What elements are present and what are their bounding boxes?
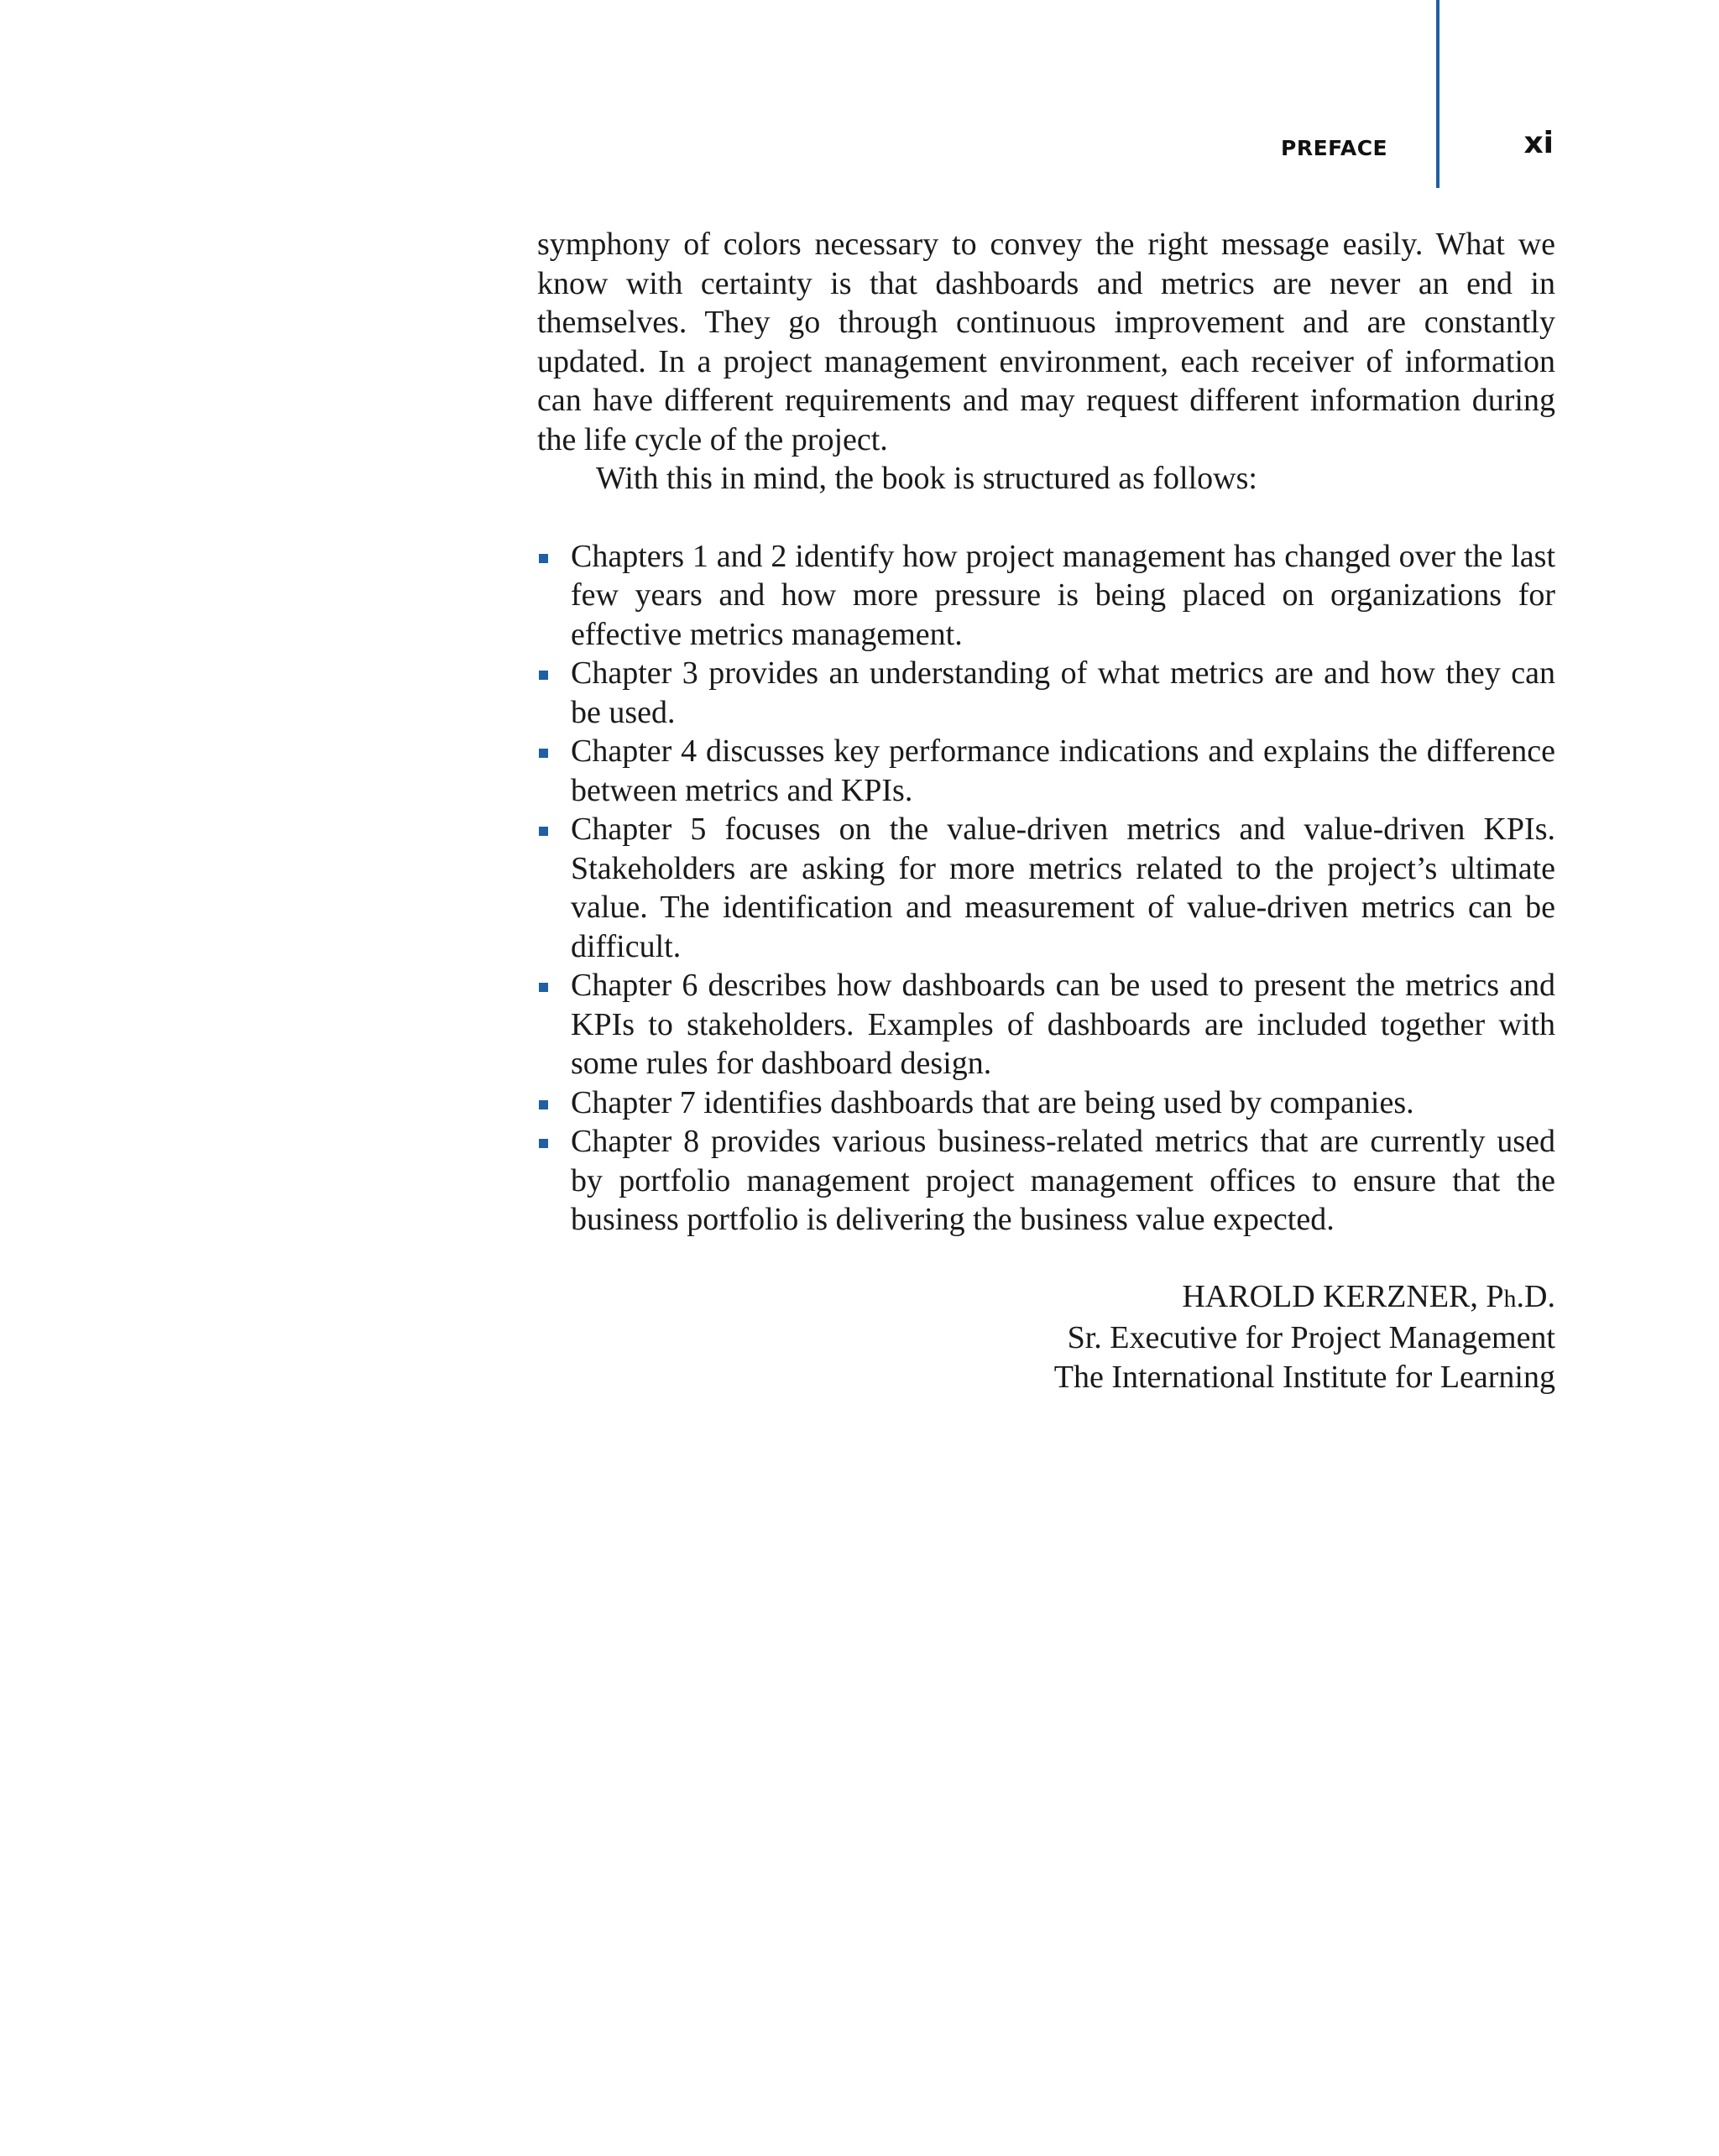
- paragraph-structure: With this in mind, the book is structured as follows:: [596, 461, 1257, 496]
- bullet-square-icon: [539, 827, 548, 836]
- author-name: HAROLD KERZNER,: [1182, 1278, 1478, 1314]
- list-item-text: Chapter 7 identifies dashboards that are being used by companies.: [571, 1084, 1414, 1120]
- bullet-square-icon: [539, 1139, 548, 1148]
- list-item: [537, 1122, 1555, 1240]
- list-item-text: Chapter 5 focuses on the value-driven metrics and value-driven KPIs. Stakeholders are asking for more metrics related to the project’s ultimate value. The identification and measurement of value-driven metrics can be difficult.: [571, 812, 1555, 964]
- list-item-text: Chapters 1 and 2 identify how project management has changed over the last few years and how more pressure is being placed on organizations for effective metrics management.: [571, 538, 1555, 652]
- list-item: [537, 732, 1555, 810]
- list-item: [537, 810, 1555, 966]
- bullet-square-icon: [539, 554, 548, 563]
- list-item-text: Chapter 6 describes how dashboards can be used to present the metrics and KPIs to stakeholders. Examples of dashboards are included together with some rules for dashboard design.: [571, 968, 1555, 1081]
- bullet-square-icon: [539, 1100, 548, 1109]
- list-item: [537, 537, 1555, 655]
- chapter-list: [537, 537, 1555, 1240]
- signature-block: [537, 1277, 1555, 1397]
- paragraph-intro: symphony of colors necessary to convey the right message easily. What we know with certainty is that dashboards and metrics are never an end in themselves. They go through continuous improvement and are constantly updated. In a project management environment, each receiver of information can have different requirements and may request different information during the life cycle of the project.: [537, 227, 1555, 457]
- author-degree: Ph.D.: [1486, 1278, 1555, 1314]
- author-title: Sr. Executive for Project Management: [1067, 1320, 1555, 1355]
- list-item: [537, 654, 1555, 732]
- list-item: [537, 966, 1555, 1083]
- header-vertical-rule: [1436, 0, 1439, 188]
- running-head-title: PREFACE: [1281, 136, 1388, 160]
- list-item-text: Chapter 8 provides various business-related metrics that are currently used by portfolio management project management offices to ensure that the business portfolio is delivering the business value expected.: [571, 1124, 1555, 1237]
- list-item-text: Chapter 4 discusses key performance indications and explains the difference between metrics and KPIs.: [571, 733, 1555, 808]
- author-organization: The International Institute for Learning: [1053, 1359, 1555, 1395]
- page-number: xi: [1523, 126, 1554, 160]
- bullet-square-icon: [539, 749, 548, 758]
- bullet-square-icon: [539, 983, 548, 992]
- list-item: [537, 1083, 1555, 1123]
- author-line: [537, 1277, 1555, 1319]
- bullet-square-icon: [539, 671, 548, 680]
- list-item-text: Chapter 3 provides an understanding of what metrics are and how they can be used.: [571, 655, 1555, 730]
- page-body: [537, 225, 1555, 1396]
